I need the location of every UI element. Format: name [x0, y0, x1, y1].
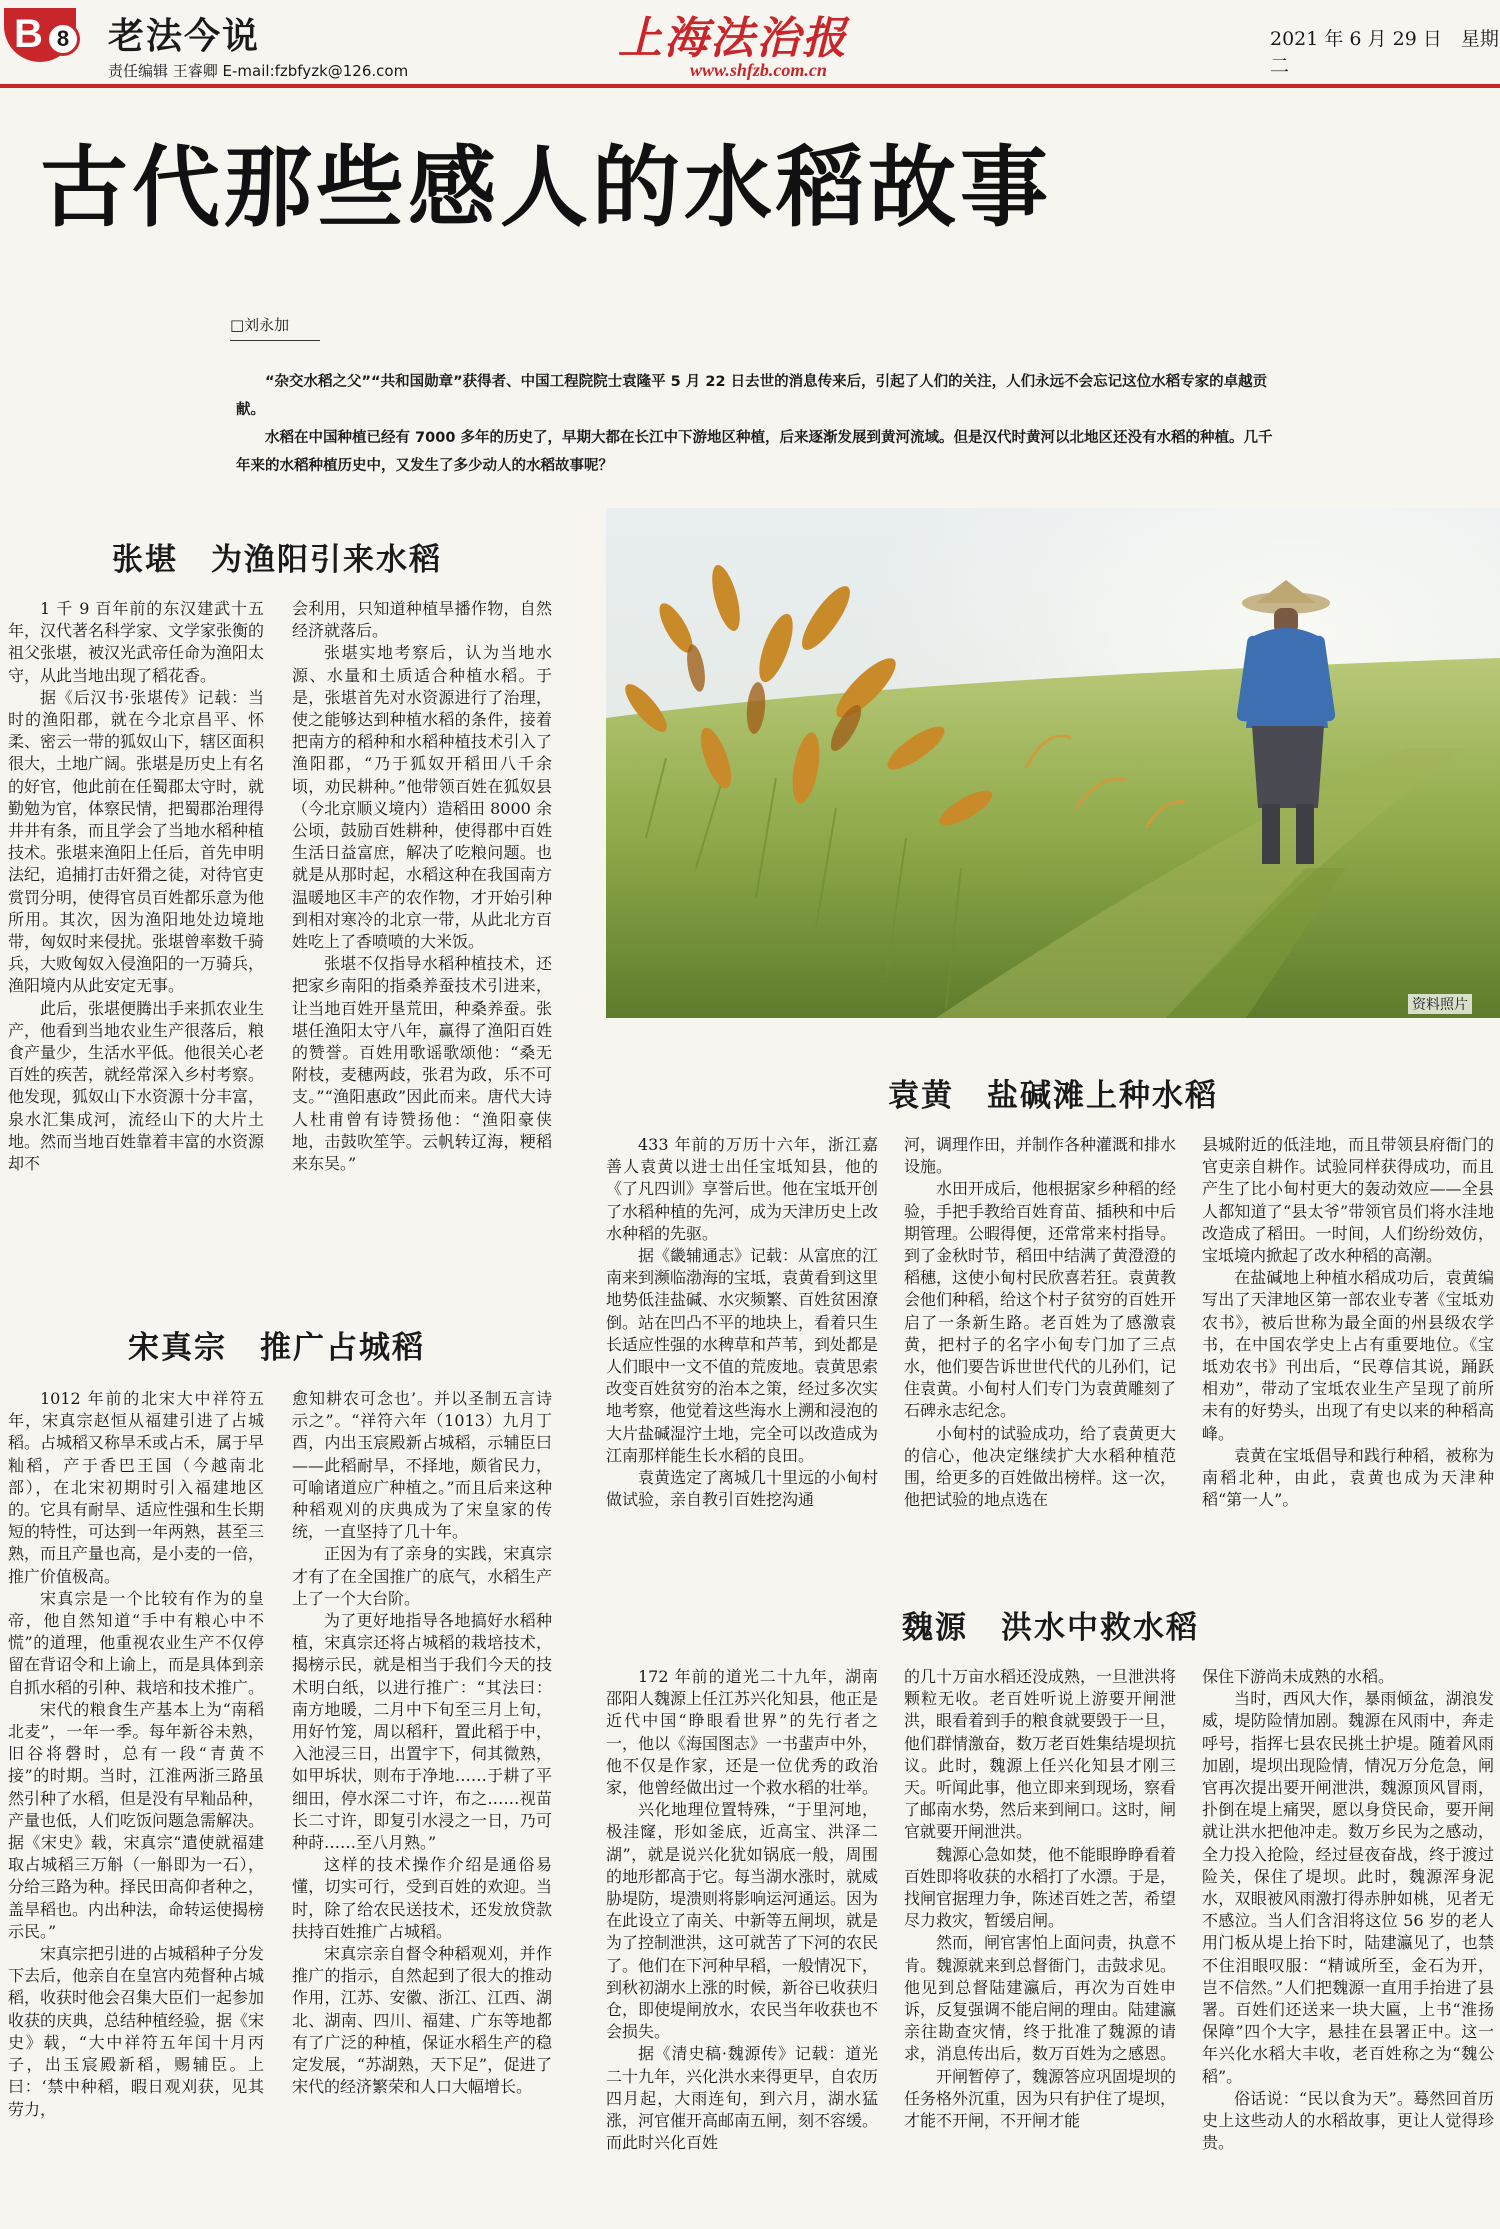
- yuan-column-3: [1202, 1134, 1494, 1566]
- page-number-badge: [4, 8, 94, 62]
- body-paragraph: 此后，张堪便腾出手来抓农业生产，他看到当地农业生产很落后，粮食产量少，生活水平低。他很关心老百姓的疾苦，就经常深入乡村考察。他发现，狐奴山下水资源十分丰富，泉水汇集成河，流经山下的大片土地。然而当地百姓靠着丰富的水资源却不: [8, 998, 264, 1174]
- body-paragraph: 俗话说：“民以食为天”。蓦然回首历史上这些动人的水稻故事，更让人觉得珍贵。: [1202, 2088, 1494, 2153]
- yuan-column-2: [904, 1134, 1176, 1566]
- page-letter: B: [14, 12, 43, 56]
- body-paragraph: 魏源心急如焚，他不能眼睁睁看着百姓即将收获的水稻打了水漂。于是，找闸官据理力争，陈述百姓之苦，希望尽力救灾，暂缓启闸。: [904, 1844, 1176, 1931]
- body-paragraph: 宋真宗是一个比较有作为的皇帝，他自然知道“手中有粮心中不慌”的道理，他重视农业生产不仅停留在背诏令和上谕上，而是具体到亲自抓水稻的引种、栽培和技术推广。: [8, 1588, 264, 1697]
- byline: □刘永加: [230, 316, 290, 334]
- song-column-2: [292, 1388, 552, 2226]
- body-paragraph: 兴化地理位置特殊，“于里河地，极洼窿，形如釜底，近高宝、洪泽二湖”，就是说兴化犹如锅底一般，周围的地形都高于它。每当湖水涨时，就威胁堤防，堤溃则将影响运河通运。因为在此设立了南关、中新等五闸坝，就是为了控制泄洪，这可就苦了下河的农民了。他们在下河种早稻，一般情况下，到秋初湖水上涨的时候，新谷已收获归仓，即使堤闸放水，农民当年收获也不会损失。: [606, 1800, 878, 2042]
- photo-credit: 资料照片: [1408, 994, 1472, 1014]
- lead-paragraph: 水稻在中国种植已经有 7000 多年的历史了，早期大都在长江中下游地区种植，后来逐渐发展到黄河流域。但是汉代时黄河以北地区还没有水稻的种植。几千年来的水稻种植历史中，又发生了多少动人的水稻故事呢？: [236, 430, 1273, 474]
- body-paragraph: 县城附近的低洼地，而且带领县府衙门的官吏亲自耕作。试验同样获得成功，而且产生了比小甸村更大的轰动效应——全县人都知道了“县太爷”带领官员们将水洼地改造成了稻田。一时间，人们纷纷效仿，宝坻境内掀起了改水种稻的高潮。: [1202, 1135, 1494, 1266]
- zhang-column-2: [292, 598, 552, 1246]
- body-paragraph: 愈知耕农可念也’。并以圣制五言诗示之”。“祥符六年（1013）九月丁酉，内出玉宸殿新占城稻，示辅臣曰——此稻耐旱，不择地，颇省民力，可喻诸道应广种植之。”而且后来这种种稻观刈的庆典成为了宋皇家的传统，一直坚持了几十年。: [292, 1389, 552, 1542]
- article-lead: [236, 368, 1286, 480]
- article-title: 古代那些感人的水稻故事: [40, 136, 1053, 239]
- body-paragraph: 这样的技术操作介绍是通俗易懂，切实可行，受到百姓的欢迎。当时，除了给农民送技术，还发放贷款扶持百姓推广占城稻。: [292, 1855, 552, 1941]
- body-paragraph: 当时，西风大作，暴雨倾盆，湖浪发威，堤防险情加剧。魏源在风雨中，奔走呼号，指挥七县农民挑土护堤。随着风雨加剧，堤坝出现险情，情况万分危急，闸官再次提出要开闸泄洪，魏源顶风冒雨，扑倒在堤上痛哭，愿以身贷民命，要开闸就让洪水把他冲走。数万乡民为之感动，全力投入抢险，经过昼夜奋战，终于渡过险关，保住了堤坝。此时，魏源浑身泥水，双眼被风雨激打得赤肿如桃，见者无不感泣。当人们含泪将这位 56 岁的老人用门板从堤上抬下时，陆建瀛见了，也禁不住泪眼叹服：“精诚所至，金石为开，岂不信然。”人们把魏源一直用手抬进了县署。百姓们还送来一块大匾，上书“淮扬保障”四个大字，悬挂在县署正中。这一年兴化水稻大丰收，老百姓称之为“魏公稻”。: [1202, 1689, 1494, 2086]
- body-paragraph: 1 千 9 百年前的东汉建武十五年，汉代著名科学家、文学家张衡的祖父张堪，被汉光武帝任命为渔阳太守，从此当地出现了稻花香。: [8, 599, 264, 685]
- rice-field-photo: [606, 508, 1500, 1018]
- body-paragraph: 小甸村的试验成功，给了袁黄更大的信心，他决定继续扩大水稻种植范围，给更多的百姓做出榜样。这一次，他把试验的地点选在: [904, 1423, 1176, 1510]
- wei-column-1: [606, 1666, 878, 2226]
- body-paragraph: 宋真宗把引进的占城稻种子分发下去后，他亲自在皇宫内苑督种占城稻，收获时他会召集大臣们一起参加收获的庆典，总结种植经验，据《宋史》载，“大中祥符五年闰十月丙子，出玉宸殿新稻，赐辅臣。上曰：‘禁中种稻，暇日观刈获，见其劳力，: [8, 1944, 264, 2119]
- yuan-column-1: [606, 1134, 878, 1566]
- lead-paragraph: “杂交水稻之父”“共和国勋章”获得者、中国工程院院士袁隆平 5 月 22 日去世的消息传来后，引起了人们的关注，人们永远不会忘记这位水稻专家的卓越贡献。: [236, 374, 1268, 418]
- body-paragraph: 433 年前的万历十六年，浙江嘉善人袁黄以进士出任宝坻知县，他的《了凡四训》享誉后世。他在宝坻开创了水稻种植的先河，成为天津历史上改水种稻的先驱。: [606, 1135, 878, 1243]
- paper-url: www.shfzb.com.cn: [690, 60, 827, 80]
- zhang-column-1: [8, 598, 264, 1246]
- body-paragraph: 据《清史稿·魏源传》记载：道光二十九年，兴化洪水来得更早，自农历四月起，大雨连旬，到六月，湖水猛涨，河官催开高邮南五闸，刻不容缓。而此时兴化百姓: [606, 2044, 878, 2153]
- section-heading-song-zhenzong: 宋真宗 推广占城稻: [128, 1330, 425, 1366]
- body-paragraph: 河，调理作田，并制作各种灌溉和排水设施。: [904, 1135, 1176, 1177]
- body-paragraph: 的几十万亩水稻还没成熟，一旦泄洪将颗粒无收。老百姓听说上游要开闸泄洪，眼看着到手的粮食就要毁于一旦，他们群情激奋，数万老百姓集结堤坝抗议。此时，魏源上任兴化知县才刚三天。听闻此事，他立即来到现场，察看了邮南水势，然后来到闸口。这时，闸官就要开闸泄洪。: [904, 1667, 1176, 1842]
- body-paragraph: 张堪实地考察后，认为当地水源、水量和土质适合种植水稻。于是，张堪首先对水资源进行了治理，使之能够达到种植水稻的条件，接着把南方的稻种和水稻种植技术引入了渔阳郡，“乃于狐奴开稻田八千余顷，劝民耕种。”他带领百姓在狐奴县（今北京顺义境内）造稻田 8000 余公顷，鼓励百姓耕种，使得郡中百姓生活日益富庶，解决了吃粮问题。也就是从那时起，水稻这种在我国南方温暖地区丰产的农作物，才开始引种到相对寒冷的北京一带，从此北方百姓吃上了香喷喷的大米饭。: [292, 643, 552, 952]
- issue-date: 2021 年 6 月 29 日 星期二: [1270, 28, 1499, 77]
- header-divider: [0, 84, 1500, 88]
- body-paragraph: 开闸暂停了，魏源答应巩固堤坝的任务格外沉重，因为只有护住了堤坝，才能不开闸，不开闸才能: [904, 2066, 1176, 2131]
- rice-field-illustration: [606, 508, 1500, 1018]
- body-paragraph: 正因为有了亲身的实践，宋真宗才有了在全国推广的底气，水稻生产上了一个大台阶。: [292, 1544, 552, 1608]
- wei-column-2: [904, 1666, 1176, 2226]
- body-paragraph: 保住下游尚未成熟的水稻。: [1202, 1667, 1395, 1686]
- masthead: [0, 0, 1500, 88]
- section-heading-zhang-kan: 张堪 为渔阳引来水稻: [112, 542, 442, 578]
- body-paragraph: 据《畿辅通志》记载：从富庶的江南来到濒临渤海的宝坻，袁黄看到这里地势低洼盐碱、水灾频繁、百姓贫困潦倒。站在凹凸不平的地块上，看着只生长适应性强的水稗草和芦苇，到处都是人们眼中一文不值的荒废地。袁黄思索改变百姓贫穷的治本之策，经过多次实地考察，他觉着这些海水上溯和浸泡的大片盐碱湿泞土地，完全可以改造成为江南那样能生长水稻的良田。: [606, 1246, 878, 1465]
- body-paragraph: 在盐碱地上种植水稻成功后，袁黄编写出了天津地区第一部农业专著《宝坻劝农书》，被后世称为最全面的州县级农学书，在中国农学史上占有重要地位。《宝坻劝农书》刊出后，“民尊信其说，踊跃相劝”，带动了宝坻农业生产呈现了前所未有的好势头，出现了有史以来的种稻高峰。: [1202, 1268, 1494, 1443]
- editor-line: 责任编辑 王睿卿 E-mail:fzbfyzk@126.com: [108, 62, 409, 80]
- body-paragraph: 袁黄在宝坻倡导和践行种稻，被称为南稻北种，由此，袁黄也成为天津种稻“第一人”。: [1202, 1445, 1494, 1510]
- song-column-1: [8, 1388, 264, 2226]
- body-paragraph: 172 年前的道光二十九年，湖南邵阳人魏源上任江苏兴化知县，他正是近代中国“睁眼看世界”的先行者之一，他以《海国图志》一书蜚声中外，他不仅是作家，还是一位优秀的政治家，他曾经做出过一个救水稻的壮举。: [606, 1667, 878, 1798]
- body-paragraph: 1012 年前的北宋大中祥符五年，宋真宗赵恒从福建引进了占城稻。占城稻又称旱禾或占禾，属于早籼稻，产于香巴王国（今越南北部），在北宋初期时引入福建地区的。它具有耐旱、适应性强和生长期短的特性，可达到一年两熟，甚至三熟，而且产量也高，是小麦的一倍，推广价值极高。: [8, 1389, 264, 1586]
- section-heading-yuan-huang: 袁黄 盐碱滩上种水稻: [888, 1078, 1218, 1114]
- wei-column-3: [1202, 1666, 1494, 2226]
- body-paragraph: 张堪不仅指导水稻种植技术，还把家乡南阳的指桑养蚕技术引进来，让当地百姓开垦荒田，种桑养蚕。张堪任渔阳太守八年，赢得了渔阳百姓的赞誉。百姓用歌谣歌颂他：“桑无附枝，麦穗两歧，张君为政，乐不可支。”“渔阳惠政”因此而来。唐代大诗人杜甫曾有诗赞扬他：“渔阳豪侠地，击鼓吹笙竽。云帆转辽海，粳稻来东吴。”: [292, 954, 552, 1174]
- body-paragraph: 据《后汉书·张堪传》记载：当时的渔阳郡，就在今北京昌平、怀柔、密云一带的狐奴山下，辖区面积很大，土地广阔。张堪是历史上有名的好官，他此前在任蜀郡太守时，就勤勉为官，体察民情，把蜀郡治理得井井有条，而且学会了当地水稻种植技术。张堪来渔阳上任后，首先申明法纪，追捕打击奸猾之徒，对待官吏赏罚分明，使得官员百姓都乐意为他所用。其次，因为渔阳地处边境地带，匈奴时来侵扰。张堪曾率数千骑兵，大败匈奴入侵渔阳的一万骑兵，渔阳境内从此安定无事。: [8, 687, 264, 996]
- body-paragraph: 为了更好地指导各地搞好水稻种植，宋真宗还将占城稻的栽培技术，揭榜示民，就是相当于我们今天的技术明白纸，以进行推广：“其法曰：南方地暖，二月中下旬至三月上旬，用好竹笼，周以稻秆，置此稻于中，入池浸三日，出置宇下，伺其微熟，如甲坼状，则布于净地……于耕了平细田，停水深二寸许，布之……视苗长二寸许，即复引水浸之一日，乃可种莳……至八月熟。”: [292, 1611, 552, 1853]
- paper-logo: 上海法治报: [618, 13, 848, 64]
- body-paragraph: 水田开成后，他根据家乡种稻的经验，手把手教给百姓育苗、插秧和中后期管理。公暇得便，还常常来村指导。到了金秋时节，稻田中结满了黄澄澄的稻穗，这使小甸村民欣喜若狂。袁黄教会他们种稻，给这个村子贫穷的百姓开启了一条新生路。老百姓为了感激袁黄，把村子的名字小甸专门加了三点水，他们要告诉世世代代的儿孙们，记住袁黄。小甸村人们专门为袁黄雕刻了石碑永志纪念。: [904, 1179, 1176, 1421]
- body-paragraph: 然而，闸官害怕上面问责，执意不肯。魏源就来到总督衙门，击鼓求见。他见到总督陆建瀛后，再次为百姓申诉，反复强调不能启闸的理由。陆建瀛亲往勘查灾情，终于批准了魏源的请求，消息传出后，数万百姓为之感恩。: [904, 1933, 1176, 2064]
- page-number: 8: [46, 22, 80, 56]
- section-heading-wei-yuan: 魏源 洪水中救水稻: [902, 1610, 1199, 1646]
- body-paragraph: 宋真宗亲自督令种稻观刈，并作推广的指示，自然起到了很大的推动作用，江苏、安徽、浙江、江西、湖北、湖南、四川、福建、广东等地都有了广泛的种植，保证水稻生产的稳定发展，“苏湖熟，天下足”，促进了宋代的经济繁荣和人口大幅增长。: [292, 1944, 552, 2097]
- byline-rule: [230, 340, 320, 341]
- body-paragraph: 会利用，只知道种植旱播作物，自然经济就落后。: [292, 599, 552, 641]
- section-name: 老法今说: [108, 16, 261, 57]
- body-paragraph: 袁黄选定了离城几十里远的小甸村做试验，亲自教引百姓挖沟通: [606, 1468, 878, 1510]
- body-paragraph: 宋代的粮食生产基本上为“南稻北麦”，一年一季。每年新谷未熟，旧谷将磬时，总有一段“青黄不接”的时期。当时，江淮两浙三路虽然引种了水稻，但是没有早籼品种，产量也低，人们吃饭问题急需解决。据《宋史》载，宋真宗“遣使就福建取占城稻三万斛（一斛即为一石），分给三路为种。择民田高仰者种之，盖旱稻也。内出种法，命转运使揭榜示民。”: [8, 1699, 264, 1941]
